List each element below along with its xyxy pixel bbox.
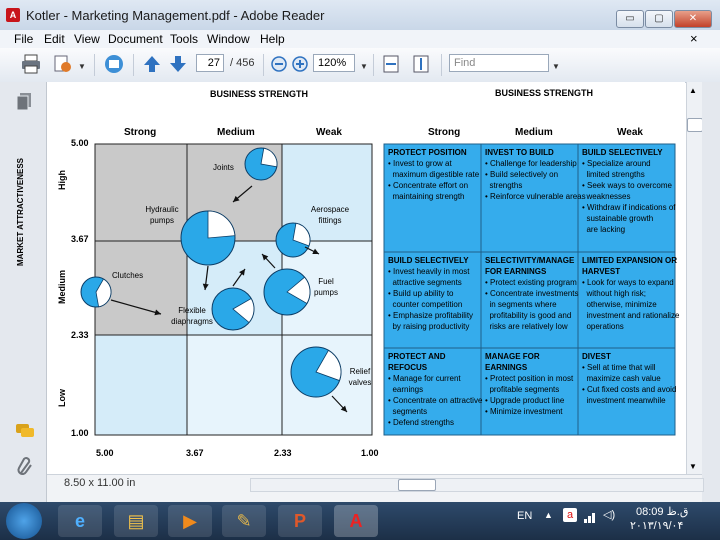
x-tick-367: 3.67 — [186, 448, 204, 458]
close-document-button[interactable]: × — [690, 31, 698, 46]
matrix-cell-title: LIMITED EXPANSION OR — [582, 256, 677, 265]
matrix-cell-8 — [485, 351, 580, 417]
matrix-cell-line: • Protect existing program — [485, 278, 577, 287]
page-total: / 456 — [230, 57, 255, 69]
arrow-down-icon[interactable] — [167, 53, 189, 75]
matrix-cell-line: • Seek ways to overcome — [582, 181, 672, 190]
matrix-cell-title: HARVEST — [582, 267, 621, 276]
matrix-cell-line: • Build up ability to — [388, 289, 454, 298]
matrix-cell-line: attractive segments — [388, 278, 462, 287]
matrix-cell-line: limited strengths — [582, 170, 645, 179]
y-tick-1: 1.00 — [71, 428, 89, 438]
chevron-down-icon[interactable]: ▼ — [552, 62, 560, 71]
menu-edit[interactable]: Edit — [44, 32, 65, 46]
matrix-cell-line: • Challenge for leadership — [485, 159, 577, 168]
matrix-cell-2 — [485, 147, 586, 202]
product-label-clutches: Clutches — [112, 271, 144, 280]
adobe-reader-icon: A — [6, 8, 20, 22]
menu-window[interactable]: Window — [207, 32, 250, 46]
y-tick-367: 3.67 — [71, 234, 89, 244]
menu-help[interactable]: Help — [260, 32, 285, 46]
find-input[interactable]: Find — [449, 54, 549, 72]
matrix-cell-line: by raising productivity — [388, 322, 470, 331]
matrix-cell-line: • Concentrate effort on — [388, 181, 469, 190]
share-icon[interactable] — [52, 53, 74, 75]
matrix-cell-line: in segments where — [485, 300, 557, 309]
matrix-cell-title: PROTECT POSITION — [388, 148, 467, 157]
toolbar-separator — [441, 54, 442, 76]
matrix-cell-line: profitable segments — [485, 385, 560, 394]
product-label-flexible-diaphragms: Flexible diaphragms — [171, 306, 213, 326]
product-label-hydraulic-pumps: Hydraulic pumps — [145, 205, 179, 225]
powerpoint-icon[interactable]: P — [278, 505, 322, 537]
maximize-button[interactable]: ▢ — [645, 10, 673, 28]
matrix-cell-line: strengths — [485, 181, 523, 190]
matrix-cell-line: • Reinforce vulnerable areas — [485, 192, 586, 201]
media-player-icon[interactable]: ▶ — [168, 505, 212, 537]
matrix-cell-line: • Emphasize profitability — [388, 311, 474, 320]
matrix-cell-line: • Cut fixed costs and avoid — [582, 385, 677, 394]
right-col-header-weak: Weak — [617, 127, 643, 138]
product-label-relief-valves: Relief valves — [348, 367, 372, 387]
internet-explorer-icon[interactable]: e — [58, 505, 102, 537]
matrix-cell-line: profitability is good and — [485, 311, 572, 320]
matrix-cell-line: segments — [388, 407, 428, 416]
matrix-cell-line: earnings — [388, 385, 424, 394]
language-indicator[interactable]: EN — [517, 510, 533, 522]
scroll-down-icon[interactable]: ▼ — [689, 462, 697, 471]
zoom-input[interactable]: 120% — [313, 54, 355, 72]
matrix-cell-line: • Manage for current — [388, 374, 461, 383]
x-tick-1: 1.00 — [361, 448, 379, 458]
matrix-cell-line: • Minimize investment — [485, 407, 563, 416]
fit-width-icon[interactable] — [380, 53, 402, 75]
matrix-cell-line: investment meanwhile — [582, 396, 666, 405]
paperclip-icon[interactable] — [16, 456, 34, 483]
product-label-fuel-pumps: Fuel pumps — [313, 277, 338, 297]
matrix-cell-title: BUILD SELECTIVELY — [388, 256, 469, 265]
network-icon[interactable] — [584, 510, 598, 528]
close-button[interactable]: ✕ — [674, 10, 712, 28]
matrix-cell-line: maintaining strength — [388, 192, 465, 201]
matrix-cell-line: maximum digestible rate — [388, 170, 480, 179]
toolbar-separator — [94, 54, 95, 76]
chevron-down-icon[interactable]: ▼ — [360, 62, 368, 71]
product-label-aerospace-fittings: Aerospace fittings — [310, 205, 350, 225]
review-icon[interactable] — [103, 53, 125, 75]
matrix-cell-line: without high risk; — [582, 289, 647, 298]
matrix-cell-line: are lacking — [582, 225, 626, 234]
menu-tools[interactable]: Tools — [170, 32, 199, 46]
matrix-cell-line: • Withdraw if indications of — [582, 203, 676, 212]
scroll-up-icon[interactable]: ▲ — [689, 86, 697, 95]
y-tick-5: 5.00 — [71, 138, 89, 148]
tray-adobe-icon[interactable]: a — [563, 508, 577, 522]
matrix-cell-4 — [388, 255, 483, 332]
matrix-cell-title: INVEST TO BUILD — [485, 148, 554, 157]
chevron-down-icon[interactable]: ▼ — [78, 62, 86, 71]
matrix-cell-6 — [582, 255, 680, 332]
matrix-cell-line: • Defend strengths — [388, 418, 454, 427]
toolbar-separator — [133, 54, 134, 76]
menu-view[interactable]: View — [74, 32, 100, 46]
left-col-header-strong: Strong — [124, 127, 157, 138]
menu-document[interactable]: Document — [108, 32, 163, 46]
matrix-cell-line: • Concentrate on attractive — [388, 396, 483, 405]
matrix-cell-line: • Look for ways to expand — [582, 278, 674, 287]
right-edge-panel — [702, 82, 720, 502]
volume-icon[interactable]: ◁) — [603, 509, 616, 521]
matrix-cell-1 — [388, 147, 483, 202]
right-col-header-strong: Strong — [428, 127, 461, 138]
clock-time[interactable]: 08:09 ق.ظ — [636, 506, 689, 518]
comment-icon[interactable] — [15, 422, 35, 445]
matrix-cell-line: • Build selectively on — [485, 170, 559, 179]
matrix-cell-line: • Protect position in most — [485, 374, 574, 383]
paint-icon[interactable]: ✎ — [222, 505, 266, 537]
minimize-button[interactable]: ▭ — [616, 10, 644, 28]
printer-icon[interactable] — [20, 53, 42, 75]
matrix-cell-title: BUILD SELECTIVELY — [582, 148, 663, 157]
matrix-cell-line: counter competition — [388, 300, 463, 309]
horizontal-scrollbar[interactable] — [250, 478, 704, 492]
matrix-cell-line: risks are relatively low — [485, 322, 568, 331]
y-axis-title: MARKET ATTRACTIVENESS — [16, 158, 25, 266]
toolbar-separator — [263, 54, 264, 76]
toolbar-separator — [373, 54, 374, 76]
matrix-cell-line: operations — [582, 322, 624, 331]
product-label-joints: Joints — [213, 163, 234, 172]
pages-icon[interactable] — [15, 92, 33, 117]
zoom-in-icon[interactable] — [289, 53, 311, 75]
matrix-cell-line: weaknesses — [582, 192, 631, 201]
matrix-cell-line: otherwise, minimize — [582, 300, 657, 309]
y-tick-233: 2.33 — [71, 330, 89, 340]
matrix-cell-line: • Upgrade product line — [485, 396, 565, 405]
row-label-medium: Medium — [57, 269, 67, 304]
left-chart-top-label: BUSINESS STRENGTH — [210, 89, 309, 99]
fit-page-icon[interactable] — [410, 53, 432, 75]
horizontal-scroll-thumb[interactable] — [398, 479, 436, 491]
matrix-cell-9 — [582, 351, 677, 406]
zoom-out-icon[interactable] — [268, 53, 290, 75]
matrix-cell-3 — [582, 147, 677, 235]
page-size-label: 8.50 x 11.00 in — [64, 477, 136, 489]
file-explorer-icon[interactable]: ▤ — [114, 505, 158, 537]
window-title: Kotler - Marketing Management.pdf - Adobe Reader — [26, 8, 325, 23]
matrix-cell-line: • Specialize around — [582, 159, 651, 168]
matrix-cell-title: DIVEST — [582, 352, 611, 361]
matrix-cell-line: investment and rationalize — [582, 311, 680, 320]
matrix-cell-title: FOR EARNINGS — [485, 267, 547, 276]
adobe-reader-taskbar-icon[interactable]: A — [334, 505, 378, 537]
page-number-input[interactable]: 27 — [196, 54, 224, 72]
matrix-cell-5 — [485, 255, 580, 332]
matrix-cell-line: sustainable growth — [582, 214, 654, 223]
arrow-up-icon[interactable] — [141, 53, 163, 75]
vertical-scroll-thumb[interactable] — [687, 118, 703, 132]
right-matrix-top-label: BUSINESS STRENGTH — [495, 88, 594, 98]
matrix-cell-line: • Sell at time that will — [582, 363, 656, 372]
x-tick-233: 2.33 — [274, 448, 292, 458]
matrix-cell-7 — [388, 351, 483, 428]
menu-file[interactable]: File — [14, 32, 34, 46]
matrix-cell-line: • Concentrate investments — [485, 289, 579, 298]
row-label-high: High — [57, 170, 67, 190]
matrix-cell-title: MANAGE FOR EARNINGS — [485, 352, 540, 372]
matrix-cell-line: • Invest to grow at — [388, 159, 452, 168]
start-button-icon[interactable] — [6, 503, 42, 539]
matrix-cell-line: • Invest heavily in most — [388, 267, 470, 276]
matrix-cell-line: maximize cash value — [582, 374, 661, 383]
row-label-low: Low — [57, 389, 67, 407]
tray-expand-icon[interactable]: ▲ — [544, 510, 553, 520]
vertical-scrollbar[interactable] — [686, 82, 703, 474]
matrix-cell-title: SELECTIVITY/MANAGE — [485, 256, 575, 265]
clock-date[interactable]: ۲۰۱۳/۱۹/۰۴ — [630, 520, 684, 532]
left-col-header-medium: Medium — [217, 127, 255, 138]
left-col-header-weak: Weak — [316, 127, 342, 138]
x-tick-5: 5.00 — [96, 448, 114, 458]
matrix-cell-title: PROTECT AND REFOCUS — [388, 352, 446, 372]
right-col-header-medium: Medium — [515, 127, 553, 138]
